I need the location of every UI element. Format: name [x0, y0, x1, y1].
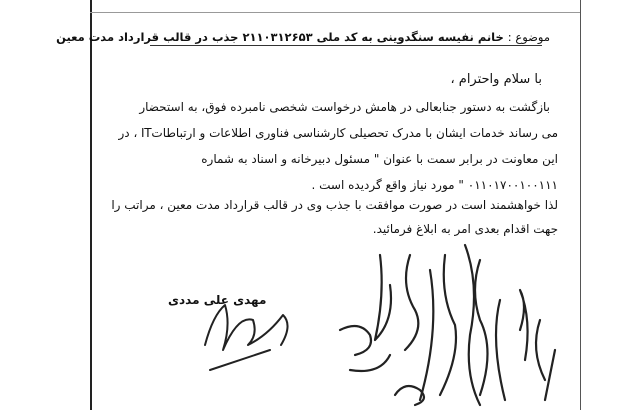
- body-line-5: لذا خواهشمند است در صورت موافقت با جذب وی در قالب قرارداد مدت معین ، مراتب را: [111, 198, 558, 212]
- body-line-4: ۰۱۱۰۱۷۰۰۱۰۰۱۱۱ " مورد نیاز واقع گردیده است .: [311, 178, 558, 192]
- subject-text: خانم نفیسه سنگدوینی به کد ملی ۲۱۱۰۳۱۲۶۵۳ جذب در قالب قرارداد مدت معین: [56, 30, 504, 44]
- signatory-name: مهدی علی مددی: [168, 293, 267, 307]
- greeting: با سلام واحترام ،: [450, 72, 542, 87]
- body-line-3: این معاونت در برابر سمت با عنوان " مسئول دبیرخانه و اسناد به شماره: [201, 152, 558, 166]
- signature-mark: [205, 305, 288, 370]
- body-line-6: جهت اقدام بعدی امر به ابلاغ فرمائید.: [372, 222, 558, 236]
- subject-label: موضوع :: [507, 30, 550, 44]
- body-line-2: می رساند خدمات ایشان با مدرک تحصیلی کارشناسی فناوری اطلاعات و ارتباطاتIT ، در: [118, 126, 558, 140]
- body-line-1: بازگشت به دستور جنابعالی در هامش درخواست شخصی نامبرده فوق، به استحضار: [139, 100, 550, 114]
- handwritten-note: [340, 245, 555, 405]
